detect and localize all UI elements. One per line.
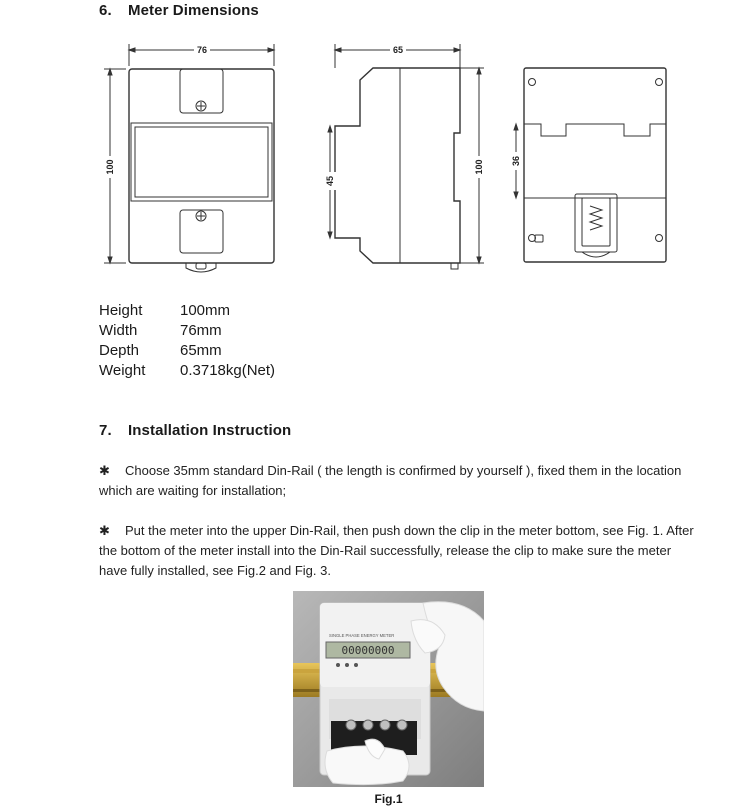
section-title: Meter Dimensions: [128, 2, 259, 19]
side-height-label: 100: [474, 159, 484, 175]
asterisk-bullet-icon: ✱: [99, 523, 110, 538]
spec-label: Weight: [99, 362, 146, 379]
instruction-paragraph-1: [99, 461, 699, 501]
meter-display: 00000000: [341, 644, 395, 657]
spec-label: Depth: [99, 342, 140, 359]
spec-value: 0.3718kg(Net): [180, 362, 276, 379]
spec-row-depth: [99, 341, 275, 361]
spec-row-height: [99, 301, 275, 321]
instruction-text: Choose 35mm standard Din-Rail ( the length is confirmed by yourself ), fixed them in the location which are waiting for installation;: [99, 463, 682, 498]
side-depth-label: 65: [392, 45, 404, 55]
back-rail-label: 36: [511, 155, 521, 167]
side-view: [328, 44, 484, 269]
side-rail-label: 45: [325, 175, 335, 187]
back-view: [514, 68, 666, 262]
front-height-label: 100: [105, 159, 115, 175]
installation-photo: [293, 591, 484, 787]
section-number: 7.: [99, 422, 112, 439]
meter-label: SINGLE PHASE ENERGY METER: [329, 633, 395, 638]
spec-value: 100mm: [180, 302, 231, 319]
meter-dimensions-drawing: [98, 38, 678, 273]
figure-caption: Fig.1: [374, 792, 403, 806]
section-title: Installation Instruction: [128, 422, 292, 439]
asterisk-bullet-icon: ✱: [99, 463, 110, 478]
section-heading-installation: [99, 422, 291, 439]
spec-row-weight: [99, 361, 275, 381]
instruction-paragraph-2: [99, 521, 699, 581]
spec-value: 65mm: [180, 342, 222, 359]
spec-table: [99, 301, 275, 381]
section-number: 6.: [99, 2, 112, 19]
spec-label: Height: [99, 302, 143, 319]
spec-row-width: [99, 321, 275, 341]
section-heading-dimensions: [99, 2, 259, 19]
meter-on-din-rail-photo: [293, 591, 484, 787]
spec-label: Width: [99, 322, 138, 339]
front-view: [104, 44, 274, 272]
front-width-label: 76: [196, 45, 208, 55]
instruction-text: Put the meter into the upper Din-Rail, then push down the clip in the meter bottom, see Fig. 1. After the bottom of the meter install into the Din-Rail successfully, release the clip to make sure the meter have fully installed, see Fig.2 and Fig. 3.: [99, 523, 694, 578]
spec-value: 76mm: [180, 322, 222, 339]
